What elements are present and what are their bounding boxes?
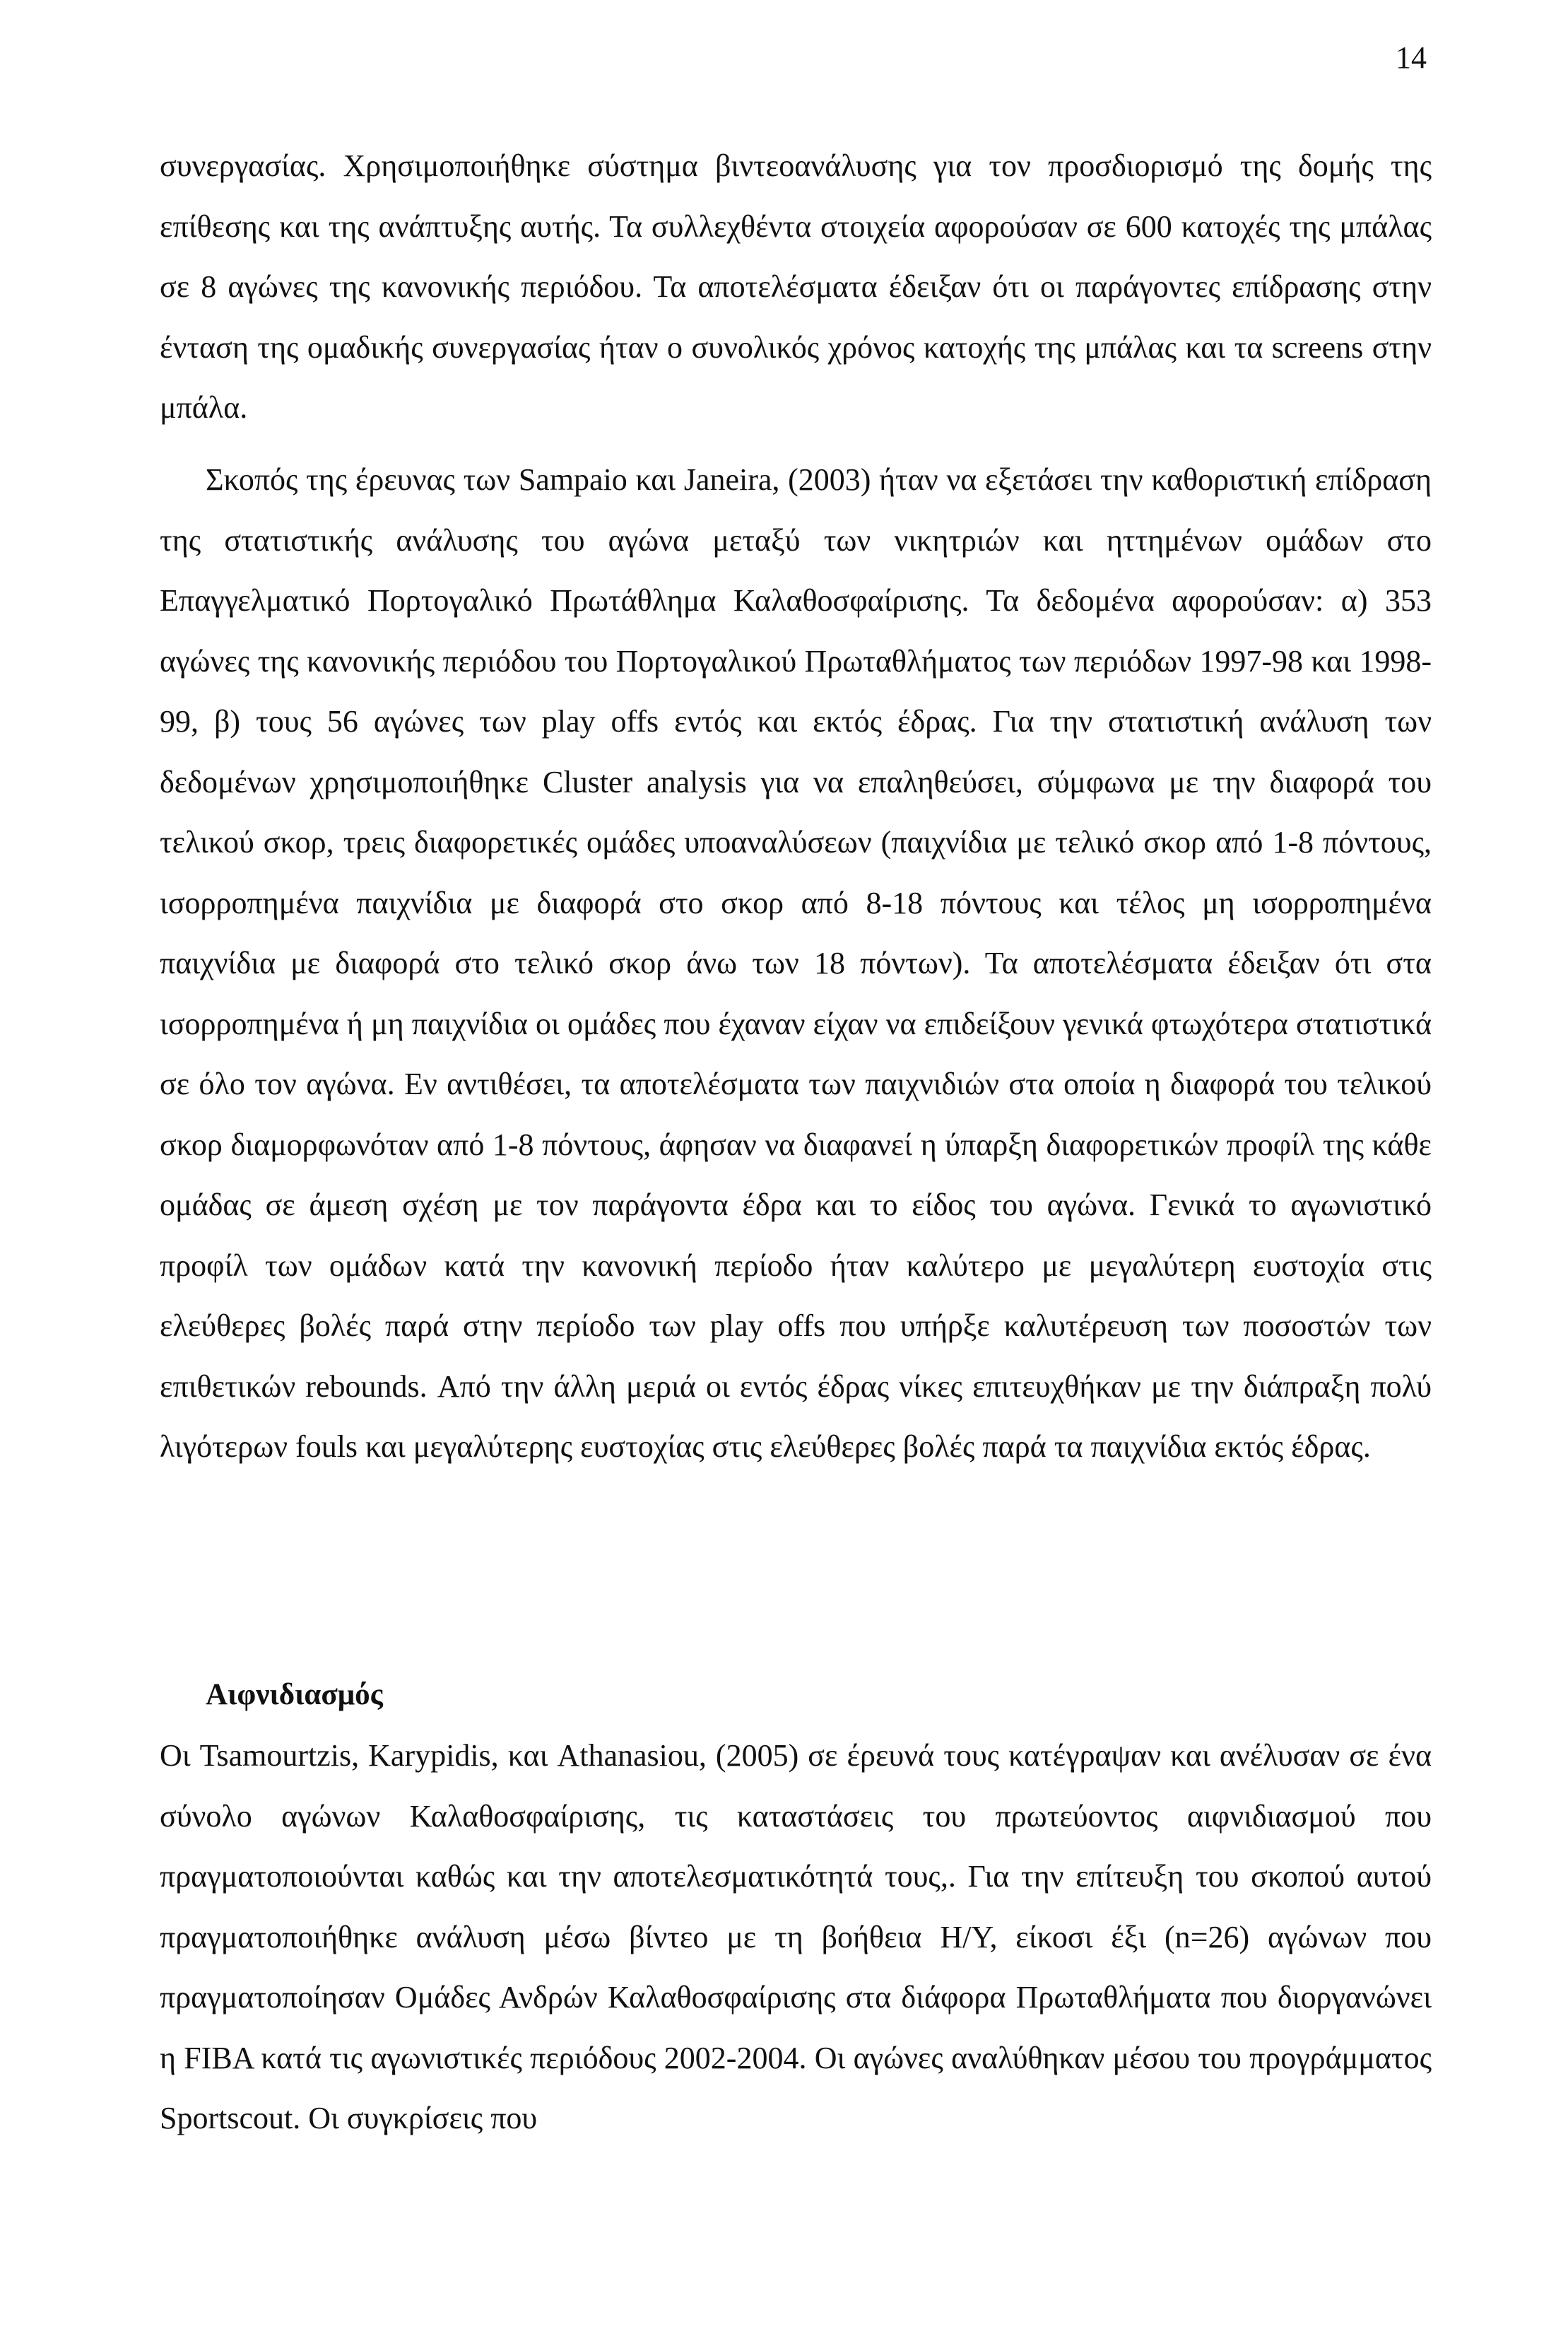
section-heading: Αιφνιδιασμός: [206, 1678, 383, 1711]
body-paragraph: συνεργασίας. Χρησιμοποιήθηκε σύστημα βιντεοανάλυσης για τον προσδιορισμό της δομής της επίθεσης και της ανάπτυξης αυτής. Τα συλλεχθέντα στοιχεία αφορούσαν σε 600 κατοχές της μπάλας σε 8 αγώνες της κανονικής περιόδου. Τα αποτελέσματα έδειξαν ότι οι παράγοντες επίδρασης στην ένταση της ομαδικής συνεργασίας ήταν ο συνολικός χρόνος κατοχής της μπάλας και τα screens στην μπάλα.: [160, 148, 1432, 425]
page-number: 14: [1396, 40, 1427, 75]
body-paragraph: Σκοπός της έρευνας των Sampaio και Janeira, (2003) ήταν να εξετάσει την καθοριστική επίδραση της στατιστικής ανάλυσης του αγώνα μεταξύ των νικητριών και ηττημένων ομάδων στο Επαγγελματικό Πορτογαλικό Πρωτάθλημα Καλαθοσφαίρισης. Τα δεδομένα αφορούσαν: α) 353 αγώνες της κανονικής περιόδου του Πορτογαλικού Πρωταθλήματος των περιόδων 1997-98 και 1998-99, β) τους 56 αγώνες των play offs εντός και εκτός έδρας. Για την στατιστική ανάλυση των δεδομένων χρησιμοποιήθηκε Cluster analysis για να επαληθεύσει, σύμφωνα με την διαφορά του τελικού σκορ, τρεις διαφορετικές ομάδες υποαναλύσεων (παιχνίδια με τελικό σκορ από 1-8 πόντους, ισορροπημένα παιχνίδια με διαφορά στο σκορ από 8-18 πόντους και τέλος μη ισορροπημένα παιχνίδια με διαφορά στο τελικό σκορ άνω των 18 πόντων). Τα αποτελέσματα έδειξαν ότι στα ισορροπημένα ή μη παιχνίδια οι ομάδες που έχαναν είχαν να επιδείξουν γενικά φτωχότερα στατιστικά σε όλο τον αγώνα. Εν αντιθέσει, τα αποτελέσματα των παιχνιδιών στα οποία η διαφορά του τελικού σκορ διαμορφωνόταν από 1-8 πόντους, άφησαν να διαφανεί η ύπαρξη διαφορετικών προφίλ της κάθε ομάδας σε άμεση σχέση με τον παράγοντα έδρα και το είδος του αγώνα. Γενικά το αγωνιστικό προφίλ των ομάδων κατά την κανονική περίοδο ήταν καλύτερο με μεγαλύτερη ευστοχία στις ελεύθερες βολές παρά στην περίοδο των play offs που υπήρξε καλυτέρευση των ποσοστών των επιθετικών rebounds. Από την άλλη μεριά οι εντός έδρας νίκες επιτευχθήκαν με την διάπραξη πολύ λιγότερων fouls και μεγαλύτερης ευστοχίας στις ελεύθερες βολές παρά τα παιχνίδια εκτός έδρας.: [160, 462, 1432, 1464]
body-paragraph: Οι Tsamourtzis, Karypidis, και Athanasiou, (2005) σε έρευνά τους κατέγραψαν και ανέλυσαν σε ένα σύνολο αγώνων Καλαθοσφαίρισης, τις καταστάσεις του πρωτεύοντος αιφνιδιασμού που πραγματοποιούνται καθώς και την αποτελεσματικότητά τους,. Για την επίτευξη του σκοπού αυτού πραγματοποιήθηκε ανάλυση μέσω βίντεο με τη βοήθεια Η/Υ, είκοσι έξι (n=26) αγώνων που πραγματοποίησαν Ομάδες Ανδρών Καλαθοσφαίρισης στα διάφορα Πρωταθλήματα που διοργανώνει η FIBA κατά τις αγωνιστικές περιόδους 2002-2004. Οι αγώνες αναλύθηκαν μέσου του προγράμματος Sportscout. Οι συγκρίσεις που: [160, 1738, 1432, 2135]
